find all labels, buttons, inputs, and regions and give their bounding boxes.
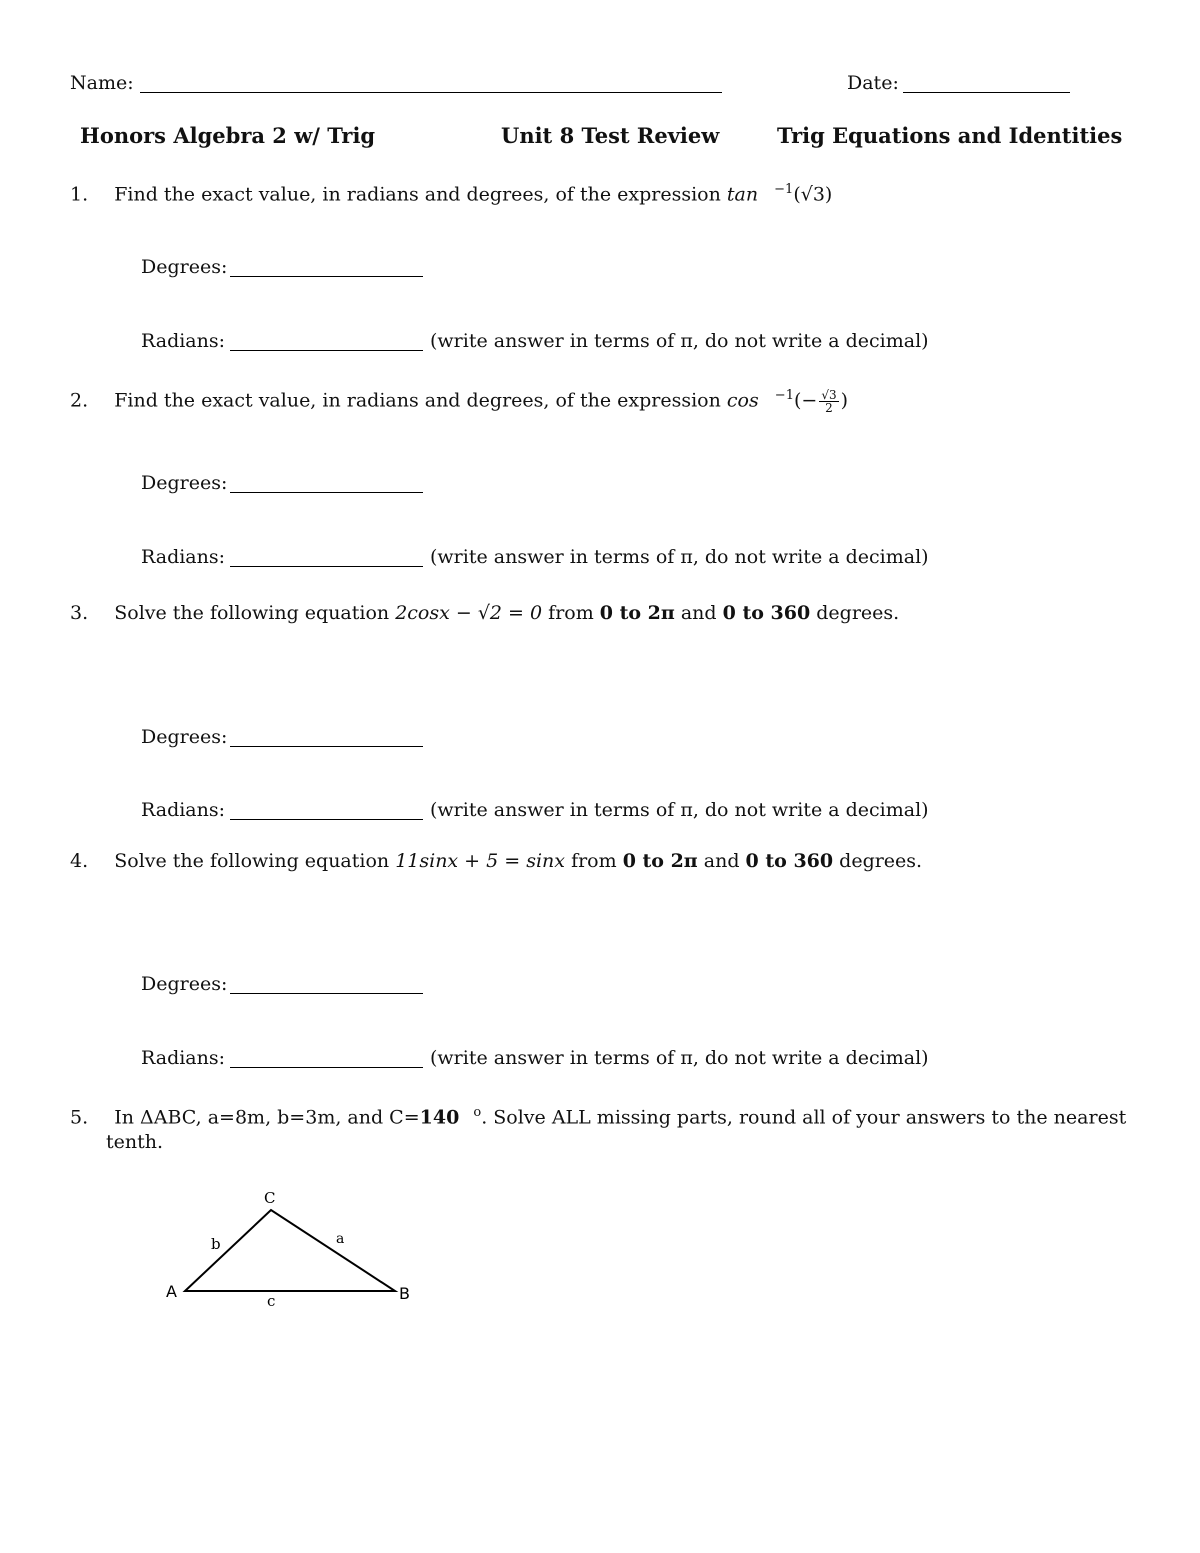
question-3 — [70, 602, 899, 624]
radians-answer-field[interactable] — [230, 350, 423, 351]
math-range: 0 to 2π — [599, 602, 675, 624]
radians-note: (write answer in terms of π, do not write a decimal) — [430, 1047, 929, 1069]
word-from: from — [571, 850, 617, 872]
question-text: Solve the following equation — [114, 850, 390, 872]
question-text: Find the exact value, in radians and degrees, of the expression — [114, 389, 721, 412]
degrees-answer-field[interactable] — [230, 993, 423, 994]
radians-label: Radians: — [141, 330, 226, 352]
question-1 — [70, 182, 832, 205]
name-field[interactable] — [140, 92, 722, 93]
question-2 — [70, 388, 848, 414]
math-argument: (√3) — [793, 183, 833, 206]
radians-note: (write answer in terms of π, do not write a decimal) — [430, 330, 929, 352]
word-and: and — [703, 850, 740, 872]
degree-mark: o — [473, 1105, 482, 1120]
question-number: 2. — [70, 389, 89, 412]
triangle-diagram — [160, 1185, 430, 1315]
radians-note: (write answer in terms of π, do not write a decimal) — [430, 799, 929, 821]
word-degrees: degrees. — [839, 850, 923, 872]
math-function: tan — [726, 183, 759, 206]
course-title: Honors Algebra 2 w/ Trig — [80, 123, 376, 148]
name-label: Name: — [70, 72, 134, 94]
math-range: 0 to 360 — [722, 602, 811, 624]
radians-note: (write answer in terms of π, do not write a decimal) — [430, 546, 929, 568]
unit-title: Unit 8 Test Review — [501, 123, 720, 148]
date-field[interactable] — [903, 92, 1070, 93]
question-text: Solve the following equation — [114, 602, 390, 624]
math-range: 0 to 360 — [745, 850, 834, 872]
question-text: In ΔABC, a=8m, b=3m, and C= — [114, 1106, 420, 1129]
radians-answer-field[interactable] — [230, 1067, 423, 1068]
radians-answer-field[interactable] — [230, 819, 423, 820]
vertex-b-label: B — [399, 1284, 410, 1303]
topic-title: Trig Equations and Identities — [777, 123, 1123, 148]
degrees-label: Degrees: — [141, 256, 228, 278]
question-4 — [70, 850, 922, 872]
side-c-label: c — [267, 1292, 276, 1310]
math-exponent: −1 — [774, 182, 794, 197]
date-label: Date: — [847, 72, 899, 94]
math-exponent: −1 — [774, 388, 794, 403]
side-a-label: a — [336, 1231, 345, 1247]
question-number: 1. — [70, 183, 89, 206]
math-open: (− — [793, 389, 818, 412]
question-text: Find the exact value, in radians and degrees, of the expression — [114, 183, 721, 206]
math-close: ) — [840, 389, 849, 412]
radians-answer-field[interactable] — [230, 566, 423, 567]
question-text-continued: . Solve ALL missing parts, round all of your answers to the nearest — [481, 1106, 1127, 1129]
degrees-label: Degrees: — [141, 973, 228, 995]
radians-label: Radians: — [141, 799, 226, 821]
word-from: from — [548, 602, 594, 624]
math-range: 0 to 2π — [622, 850, 698, 872]
math-function: cos — [726, 389, 759, 412]
question-5 — [70, 1105, 1126, 1128]
question-number: 4. — [70, 850, 89, 872]
degrees-answer-field[interactable] — [230, 492, 423, 493]
word-and: and — [680, 602, 717, 624]
degrees-label: Degrees: — [141, 472, 228, 494]
degrees-label: Degrees: — [141, 726, 228, 748]
angle-value: 140 — [419, 1106, 460, 1129]
vertex-c-label: C — [264, 1189, 276, 1207]
vertex-a-label: A — [166, 1282, 177, 1301]
math-fraction — [819, 389, 838, 414]
question-number: 3. — [70, 602, 89, 624]
word-degrees: degrees. — [816, 602, 900, 624]
fraction-denominator: 2 — [825, 400, 833, 415]
fraction-numerator: √3 — [821, 387, 837, 402]
math-equation: 2cosx − √2 = 0 — [395, 602, 543, 624]
math-equation: 11sinx + 5 = sinx — [395, 850, 566, 872]
side-b-label: b — [211, 1235, 221, 1253]
question-text-wrap: tenth. — [106, 1131, 164, 1153]
radians-label: Radians: — [141, 546, 226, 568]
question-number: 5. — [70, 1106, 89, 1129]
degrees-answer-field[interactable] — [230, 276, 423, 277]
degrees-answer-field[interactable] — [230, 746, 423, 747]
radians-label: Radians: — [141, 1047, 226, 1069]
